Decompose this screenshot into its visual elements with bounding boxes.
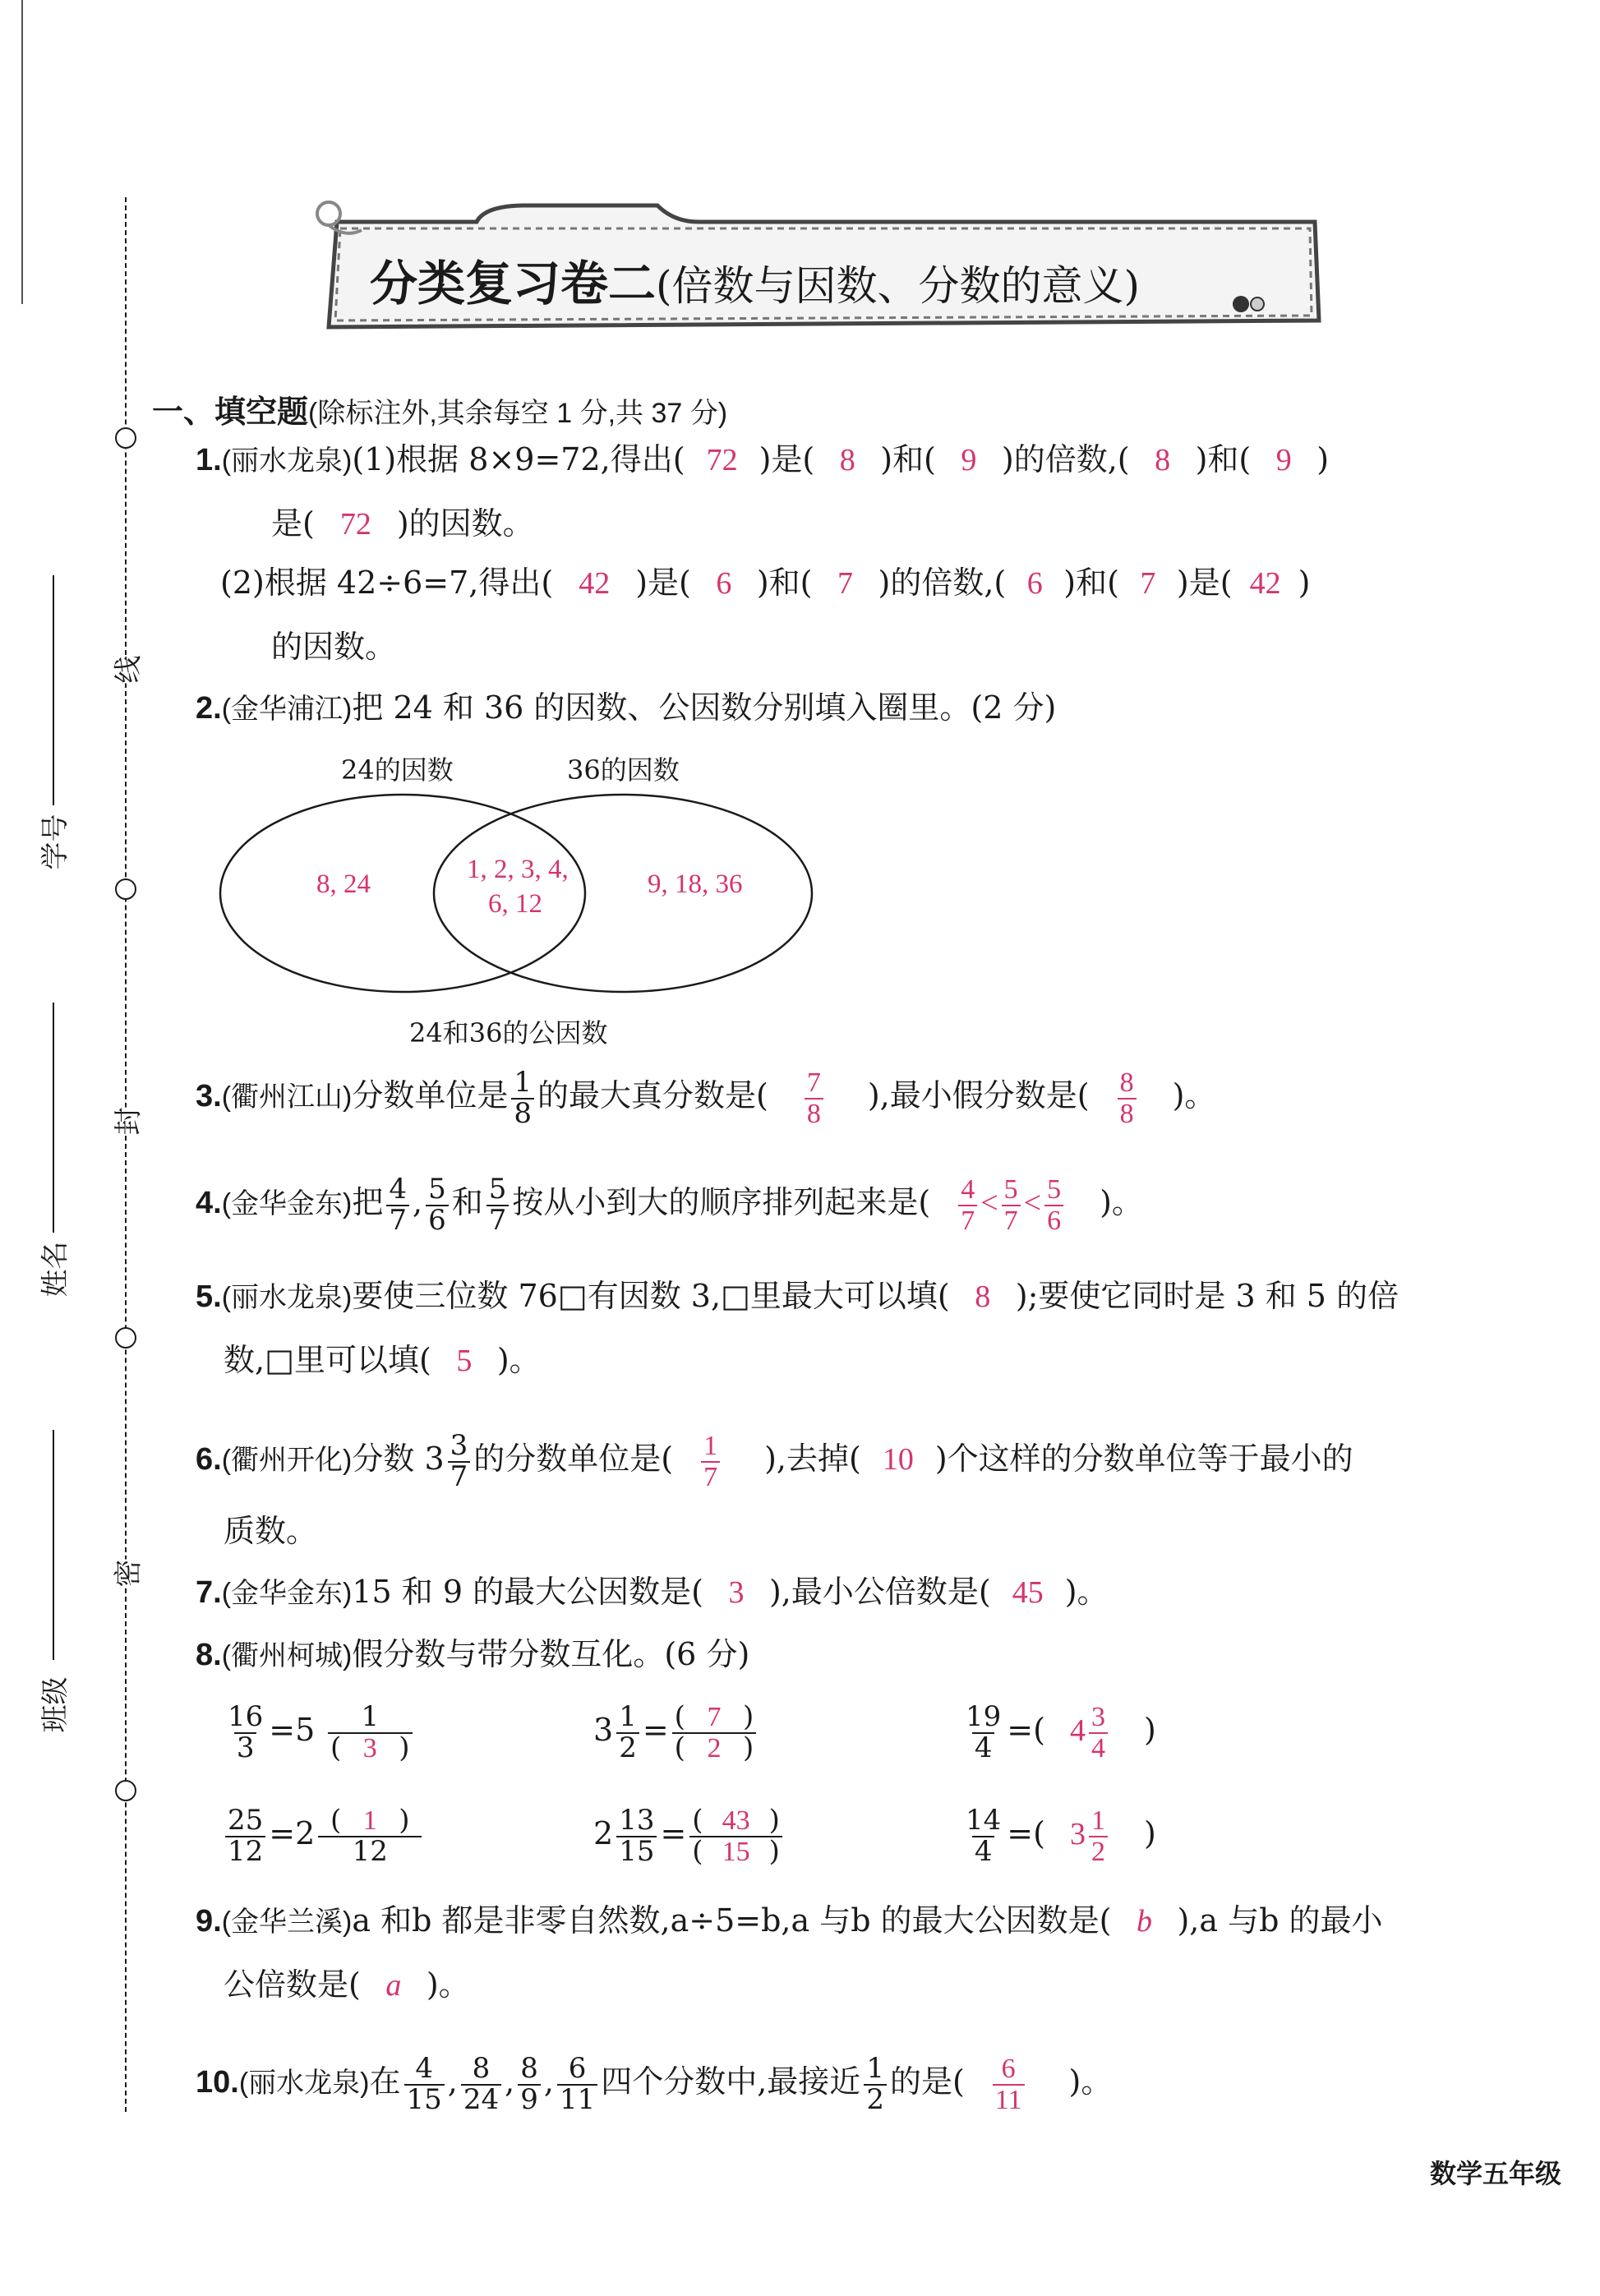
q8-r1c1-ans-frac: [318, 1700, 422, 1764]
q4-text-b: 和: [451, 1184, 483, 1221]
side-label-xuehao: 学号: [39, 814, 71, 870]
q4-fraction-2: [426, 1175, 449, 1235]
q9-line1: [196, 1902, 1383, 1939]
q1-answer-10: 6: [1026, 566, 1043, 601]
q3-text-b: 的最大真分数是(: [537, 1077, 768, 1114]
q1-text-o: ): [1298, 565, 1311, 601]
q3-source: (衢州江山): [221, 1081, 353, 1113]
side-label-banji: 班级: [39, 1676, 71, 1733]
q8-r1c1-eq: =5: [269, 1712, 316, 1749]
q4-answer-3: [1044, 1175, 1063, 1235]
q9-number: 9.: [196, 1904, 222, 1939]
binding-hole-1: [115, 427, 136, 449]
q10-ans-num: 6: [1001, 2054, 1016, 2084]
banji-write-line: [53, 1430, 54, 1660]
q10-half-den: 2: [864, 2084, 887, 2115]
q10-f3-num: 8: [520, 2052, 538, 2085]
q1-line1: [196, 441, 1330, 477]
q10-f1-den: 15: [404, 2084, 445, 2115]
q8-r2c3: $\frac{14}{4}$ =( 3 $\frac{1}{2}$ ): [960, 1806, 1156, 1866]
q8-r1c1: [222, 1700, 425, 1764]
q4-less-than-1: <: [980, 1186, 998, 1221]
q2-line: [196, 689, 1057, 726]
q8-r1c3-den: 4: [972, 1732, 995, 1763]
q1-answer-7: 42: [579, 566, 611, 601]
q6-text-e: 质数。: [224, 1513, 318, 1549]
q1-text-p: 的因数。: [271, 629, 397, 665]
q10-f2-den: 24: [461, 2084, 501, 2115]
q8-r2c2: 2 $\frac{13}{15}$ = $\frac{( 43 )}{( 15 )}$: [593, 1806, 786, 1866]
q4-a1-den: 7: [958, 1205, 977, 1236]
q1-answer-9: 7: [837, 566, 854, 601]
q7-text-a: 15 和 9 的最大公因数是(: [352, 1574, 703, 1610]
q1-text-c: )和(: [880, 441, 936, 477]
q4-comma: ,: [413, 1184, 423, 1221]
q8-source: (衢州柯城): [221, 1640, 353, 1671]
q8-r2c3-num: 14: [966, 1804, 1002, 1837]
q3-line: [196, 1068, 1215, 1128]
q1-answer-6: 72: [339, 507, 371, 542]
q8-text: 假分数与带分数互化。(6 分): [352, 1636, 750, 1672]
side-label-feng: 封: [106, 1108, 146, 1136]
q8-r1c3: $\frac{19}{4}$ =( 4 $\frac{3}{4}$ ): [960, 1703, 1156, 1763]
q5-text-c: 数,□里可以填(: [224, 1342, 431, 1378]
q4-text-c: 按从小到大的顺序排列起来是(: [512, 1184, 931, 1221]
q8-r2c2-ans-num-box: ( 43 ): [692, 1804, 780, 1837]
q5-answer-1: 8: [975, 1279, 991, 1314]
q1-answer-2: 8: [839, 443, 855, 477]
q1-number: 1.: [196, 443, 222, 477]
q3-text-d: )。: [1172, 1077, 1216, 1114]
q6-text-d: )个这样的分数单位等于最小的: [934, 1441, 1353, 1478]
venn-left-values: 8, 24: [316, 869, 371, 899]
q6-text-b: 的分数单位是(: [473, 1441, 674, 1478]
binding-hole-3: [115, 1327, 136, 1349]
q10-f2-num: 8: [472, 2052, 491, 2085]
xingming-write-line: [53, 1003, 54, 1233]
binding-hole-2: [115, 878, 136, 900]
q8-r1c1-ans-num: 1: [361, 1700, 380, 1733]
q3-text-c: ),最小假分数是(: [867, 1077, 1090, 1114]
q10-fraction-2: [461, 2054, 501, 2114]
q4-less-than-2: <: [1023, 1186, 1042, 1221]
q8-r1c3-ans-num: 3: [1090, 1702, 1105, 1732]
q1-text-j: )是(: [635, 565, 691, 601]
q10-f3-den: 9: [518, 2084, 541, 2115]
top-vertical-line: [21, 0, 23, 304]
q8-r1c2: 3 $\frac{1}{2}$ = $\frac{( 7 )}{( 2 )}$: [593, 1703, 759, 1763]
q4-f3-den: 7: [486, 1205, 510, 1236]
q1-text-h: )的因数。: [396, 505, 534, 542]
q3-frac-num: 1: [514, 1066, 533, 1099]
q1-line4: [271, 629, 397, 665]
q4-f2-num: 5: [428, 1173, 446, 1206]
q8-number: 8.: [196, 1638, 222, 1672]
q8-r1c3-ans-whole: 4: [1069, 1713, 1086, 1749]
q3-answer-2: [1118, 1068, 1137, 1128]
q8-r1c2-ans-num: 7: [707, 1702, 722, 1732]
q1-answer-12: 42: [1249, 566, 1281, 601]
q4-text-d: )。: [1100, 1184, 1143, 1221]
q4-text-a: 把: [352, 1184, 384, 1221]
q8-r2c3-ans-whole: 3: [1069, 1817, 1086, 1852]
q9-text-b: ),a 与b 的最小: [1177, 1902, 1383, 1939]
q1-text-g: 是(: [271, 505, 315, 542]
q4-source: (金华金东): [221, 1188, 353, 1220]
venn-label-left: 24的因数: [341, 754, 454, 786]
q8-r2c1-frac: [225, 1806, 265, 1866]
side-label-xian: 线: [106, 656, 146, 684]
q1-text-d: )的倍数,(: [1001, 441, 1130, 477]
q8-r2c3-frac: [963, 1806, 1003, 1866]
q8-r2c2-num: 13: [619, 1804, 655, 1837]
q10-f1-num: 4: [415, 2052, 433, 2085]
q5-line2: [224, 1344, 541, 1376]
q8-r2c2-den: 15: [616, 1836, 657, 1867]
q10-line: 10.(丽水龙泉)在 $\frac{4}{15}$ , $\frac{8}{24}$ , $\frac{8}{9}$ , $\frac{6}{11}$ 四个分数中,最接近 $\frac{1}{2}$ 的是( $\frac{6}{11}$ )。: [196, 2052, 1113, 2116]
q8-r2c2-ans-num: 43: [722, 1805, 750, 1836]
q6-a1-den: 7: [701, 1461, 720, 1492]
banner-title: [370, 245, 1140, 314]
q6-frac-num: 3: [450, 1429, 468, 1462]
q1-source: (丽水龙泉): [221, 445, 353, 477]
dashed-binding-line: [125, 197, 127, 2112]
q8-r2c1: [222, 1806, 425, 1866]
q1-text-b: )是(: [759, 441, 815, 477]
q8-r2c1-ans-frac: [318, 1806, 422, 1866]
q8-r1c2-ans-den: 2: [707, 1732, 722, 1763]
banner-subtitle: (倍数与因数、分数的意义): [656, 262, 1141, 310]
q5-source: (丽水龙泉): [221, 1282, 353, 1313]
q4-f3-num: 5: [488, 1173, 507, 1206]
q7-answer-2: 45: [1012, 1575, 1044, 1610]
q4-f1-den: 7: [386, 1205, 409, 1236]
q3-fraction: [511, 1068, 534, 1128]
q10-half-num: 1: [866, 2052, 884, 2085]
venn-label-bottom: 24和36的公因数: [409, 1017, 608, 1049]
section-title: [152, 386, 727, 431]
q8-r1c3-num: 19: [966, 1700, 1002, 1733]
q8-r2c2-ans-den: 15: [722, 1836, 750, 1867]
q7-source: (金华金东): [221, 1578, 353, 1609]
q10-text-d: )。: [1068, 2063, 1113, 2100]
q6-text-c: ),去掉(: [764, 1441, 861, 1478]
q10-fraction-4: [557, 2054, 597, 2114]
q4-a3-den: 6: [1044, 1205, 1063, 1236]
q1-answer-11: 7: [1140, 566, 1156, 601]
q4-line: [196, 1175, 1143, 1235]
q7-text-b: ),最小公倍数是(: [768, 1574, 991, 1610]
q8-r1c1-ans-den: 3: [362, 1732, 377, 1763]
q5-text-a: 要使三位数 76□有因数 3,□里最大可以填(: [352, 1278, 950, 1314]
q3-ans2-num: 8: [1119, 1067, 1134, 1098]
q1-answer-1: 72: [706, 443, 738, 477]
q8-r1c2-whole: 3: [593, 1712, 614, 1749]
q1-answer-8: 6: [716, 566, 732, 601]
q9-source: (金华兰溪): [221, 1906, 353, 1938]
q4-a3-num: 5: [1047, 1174, 1062, 1205]
q10-fraction-1: [404, 2054, 445, 2114]
q9-text-a: a 和b 都是非零自然数,a÷5=b,a 与b 的最大公因数是(: [352, 1902, 1112, 1939]
q8-r2c2-ans-den-box: ( 15 ): [689, 1836, 782, 1867]
q8-r1c2-num: 1: [619, 1700, 637, 1733]
q8-r2c1-ans-den: 12: [318, 1836, 422, 1867]
q8-r2c2-frac: [616, 1806, 657, 1866]
venn-common-values-1: 1, 2, 3, 4,: [467, 855, 569, 884]
q2-text: 把 24 和 36 的因数、公因数分别填入圈里。(2 分): [352, 689, 1057, 726]
venn-label-right: 36的因数: [567, 754, 680, 786]
q1-text-f: ): [1316, 441, 1330, 477]
q4-fraction-1: [386, 1175, 409, 1235]
q8-r2c1-num: 25: [228, 1804, 264, 1837]
venn-common-values-2: 6, 12: [488, 889, 542, 919]
q4-a2-num: 5: [1003, 1174, 1018, 1205]
q10-number: 10.: [196, 2065, 239, 2100]
footer-label: 数学五年级: [1430, 2159, 1562, 2188]
q1-text-e: )和(: [1195, 441, 1252, 477]
q10-source: (丽水龙泉): [238, 2068, 370, 2100]
binding-hole-4: [115, 1780, 136, 1801]
q7-number: 7.: [196, 1575, 222, 1610]
q3-ans1-den: 8: [805, 1098, 823, 1129]
q8-r1c1-ans-den-box: ( 3 ): [328, 1732, 413, 1763]
q8-r2c3-den: 4: [972, 1836, 995, 1867]
q6-a1-num: 1: [703, 1431, 718, 1461]
q8-line: [196, 1636, 750, 1672]
section-note: (除标注外,其余每空 1 分,共 37 分): [308, 398, 728, 429]
q5-text-d: )。: [496, 1342, 541, 1378]
q3-ans1-num: 7: [806, 1067, 821, 1098]
q4-answer-1: [958, 1175, 977, 1235]
q6-line2: [224, 1515, 317, 1547]
q1-text-n: )是(: [1176, 565, 1233, 601]
q10-f4-num: 6: [568, 2052, 587, 2085]
q1-text-m: )和(: [1063, 565, 1119, 601]
q5-answer-2: 5: [456, 1344, 473, 1378]
q7-line: [196, 1576, 1109, 1608]
xuehao-write-line: [53, 575, 54, 805]
q8-r2c3-ans-den: 2: [1089, 1836, 1108, 1867]
q1-text-a: (1)根据 8×9=72,得出(: [352, 441, 685, 477]
q2-source: (金华浦江): [221, 694, 353, 725]
q3-text-a: 分数单位是: [352, 1077, 509, 1114]
q8-r1c2-ans-den-box: ( 2 ): [672, 1732, 757, 1763]
q6-fraction: [448, 1429, 471, 1493]
q8-r2c3-ans-frac: [1089, 1806, 1108, 1866]
q8-r1c2-ans-num-box: ( 7 ): [674, 1700, 754, 1733]
q2-number: 2.: [196, 691, 222, 726]
q9-answer-2: a: [385, 1968, 402, 2003]
q8-r1c3-ans-den: 4: [1089, 1732, 1108, 1763]
q9-answer-1: b: [1136, 1904, 1152, 1939]
q10-text-b: 四个分数中,最接近: [601, 2063, 861, 2100]
q4-a2-den: 7: [1002, 1205, 1021, 1236]
q6-frac-den: 7: [448, 1461, 471, 1492]
q3-number: 3.: [196, 1079, 222, 1114]
q6-line1: [196, 1429, 1353, 1493]
q6-answer-2: 10: [882, 1442, 914, 1478]
banner-main-title: 分类复习卷二: [370, 256, 657, 311]
section-heading: 一、填空题: [152, 395, 309, 430]
q10-f4-den: 11: [557, 2084, 597, 2115]
q8-r1c2-frac: [616, 1700, 639, 1764]
q4-f1-num: 4: [389, 1173, 408, 1206]
q3-frac-den: 8: [511, 1098, 534, 1129]
side-label-mi: 密: [106, 1560, 146, 1588]
q4-f2-den: 6: [426, 1205, 449, 1236]
q10-ans-den: 11: [993, 2084, 1025, 2115]
q10-fraction-3: [518, 2054, 541, 2114]
q3-answer-1: [805, 1068, 823, 1128]
q8-r2c1-eq: =2: [269, 1815, 316, 1852]
q8-r1c3-ans-frac: [1089, 1703, 1108, 1763]
side-label-xingming: 姓名: [39, 1241, 71, 1298]
q10-half: [864, 2054, 887, 2114]
q4-a1-num: 4: [961, 1174, 975, 1205]
q1-answer-3: 9: [961, 443, 977, 477]
q5-line1: [196, 1280, 1399, 1312]
q10-text-c: 的是(: [889, 2063, 965, 2100]
q5-number: 5.: [196, 1279, 222, 1314]
q3-ans2-den: 8: [1118, 1098, 1137, 1129]
q1-text-l: )的倍数,(: [878, 565, 1007, 601]
q4-number: 4.: [196, 1186, 222, 1221]
q1-line3: [220, 567, 1310, 599]
q6-source: (衢州开化): [221, 1445, 353, 1477]
q8-r1c2-den: 2: [616, 1732, 639, 1763]
q1-text-i: (2)根据 42÷6=7,得出(: [220, 565, 554, 601]
q8-r2c1-ans-num: 1: [362, 1805, 377, 1836]
venn-right-values: 9, 18, 36: [648, 869, 743, 899]
q8-r2c3-ans-num: 1: [1090, 1805, 1105, 1836]
q8-r1c1-frac: [225, 1700, 265, 1764]
q8-r1c1-den: 3: [234, 1732, 257, 1763]
q8-r2c1-ans-num-box: ( 1 ): [330, 1804, 410, 1837]
q1-answer-4: 8: [1155, 443, 1171, 477]
q9-text-d: )。: [426, 1966, 470, 2003]
q8-r2c2-whole: 2: [593, 1815, 614, 1852]
q8-r1c1-num: 16: [228, 1700, 264, 1733]
q6-answer-1: [701, 1432, 720, 1491]
q10-text-a: 在: [369, 2063, 401, 2100]
q7-text-c: )。: [1064, 1574, 1109, 1610]
q6-text-a: 分数 3: [352, 1441, 445, 1478]
q8-r2c2-ans-frac: [689, 1806, 782, 1866]
q4-fraction-3: [486, 1175, 510, 1235]
q9-line2: [224, 1966, 470, 2003]
q10-answer: [993, 2054, 1025, 2114]
q8-r2c1-den: 12: [225, 1836, 265, 1867]
q7-answer-1: 3: [728, 1575, 745, 1610]
q6-number: 6.: [196, 1442, 222, 1478]
q1-answer-5: 9: [1275, 443, 1292, 477]
q4-answer-2: [1002, 1175, 1021, 1235]
q1-text-k: )和(: [756, 565, 813, 601]
q9-text-c: 公倍数是(: [224, 1966, 361, 2003]
q5-text-b: );要使它同时是 3 和 5 的倍: [1015, 1278, 1399, 1314]
q8-r1c3-frac: [963, 1700, 1003, 1764]
q1-line2: [271, 505, 534, 542]
